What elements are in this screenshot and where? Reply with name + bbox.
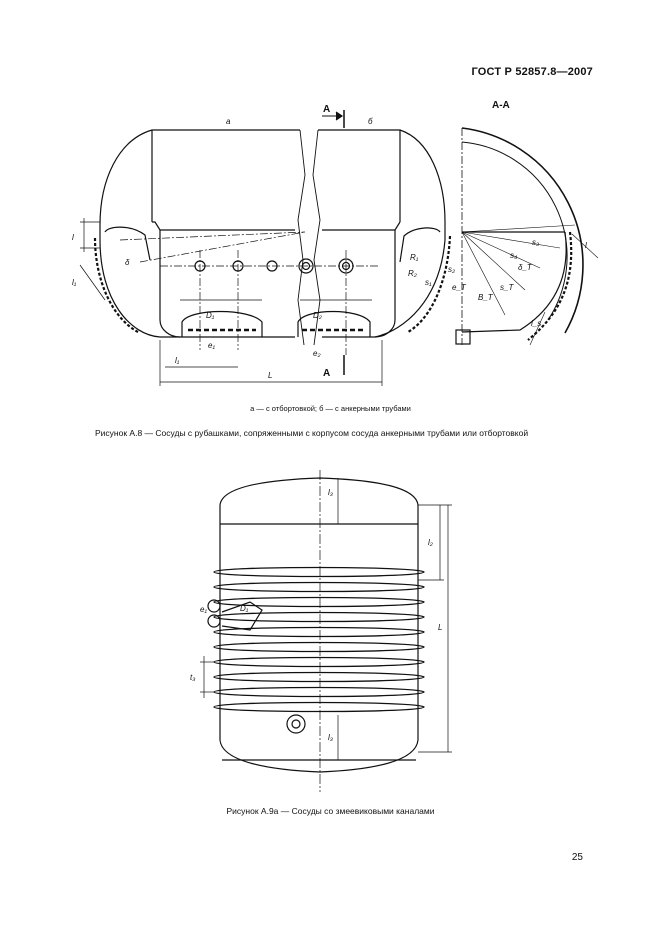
coil-7 (214, 658, 424, 667)
label-s1: s₁ (425, 278, 432, 287)
label-D1: D₁ (206, 311, 215, 320)
label-sT: s_T (500, 283, 514, 292)
coil-1 (214, 568, 424, 577)
label-l-dim: l (72, 233, 74, 242)
vessel-top-dome (220, 478, 418, 520)
document-header: ГОСТ Р 52857.8—2007 (471, 66, 593, 78)
bottom-nozzle (287, 715, 305, 733)
coil-2 (214, 583, 424, 592)
label-ls: l_s (531, 319, 542, 328)
label-l-dim-b: l (585, 241, 587, 250)
label-l1-bottom: l₁ (175, 356, 180, 365)
label-L-a9: L (438, 623, 443, 632)
label-eT: e_T (452, 283, 466, 292)
label-s4: s₄ (510, 251, 518, 260)
coil-4 (214, 613, 424, 622)
label-section-mark-bottom: А (323, 368, 331, 379)
coil-8 (214, 673, 424, 682)
label-delta: δ (125, 258, 130, 267)
label-D2: D₂ (313, 311, 322, 320)
label-BT: B_T (478, 293, 493, 302)
page-number: 25 (571, 852, 583, 863)
coil-6 (214, 643, 424, 652)
label-e1: e₁ (208, 341, 215, 350)
label-e2: e₂ (313, 349, 321, 358)
label-e1-a9: e₁ (200, 605, 207, 614)
figure-a8-caption: Рисунок А.8 — Сосуды с рубашками, сопряженными с корпусом сосуда анкерными трубами или отбортовкой (95, 428, 529, 438)
coil-10 (214, 703, 424, 712)
label-s2: s₂ (448, 265, 456, 274)
label-D1-a9: D₁ (240, 604, 249, 613)
label-variant-a: а (226, 117, 231, 126)
coil-9 (214, 688, 424, 697)
label-variant-b: б (368, 117, 373, 126)
label-R2: R₂ (408, 269, 417, 278)
vessel-bottom-dome (220, 740, 418, 772)
label-l3-bottom: l₃ (328, 733, 333, 742)
label-L: L (268, 371, 273, 380)
label-l2: l₂ (428, 538, 433, 547)
label-dT: δ_T (518, 263, 532, 272)
label-l3-top: l₃ (328, 488, 333, 497)
label-section-title: А-А (492, 100, 510, 111)
label-s3: s₃ (532, 238, 540, 247)
figure-a8-legend: а — с отбортовкой; б — с анкерными трубами (250, 404, 411, 413)
label-t3: t₃ (190, 673, 196, 682)
label-R1: R₁ (410, 253, 419, 262)
label-section-mark-top: А (323, 104, 331, 115)
label-l1-left: l₁ (72, 278, 77, 287)
figure-a9a-caption: Рисунок А.9а — Сосуды со змеевиковыми каналами (226, 806, 435, 816)
